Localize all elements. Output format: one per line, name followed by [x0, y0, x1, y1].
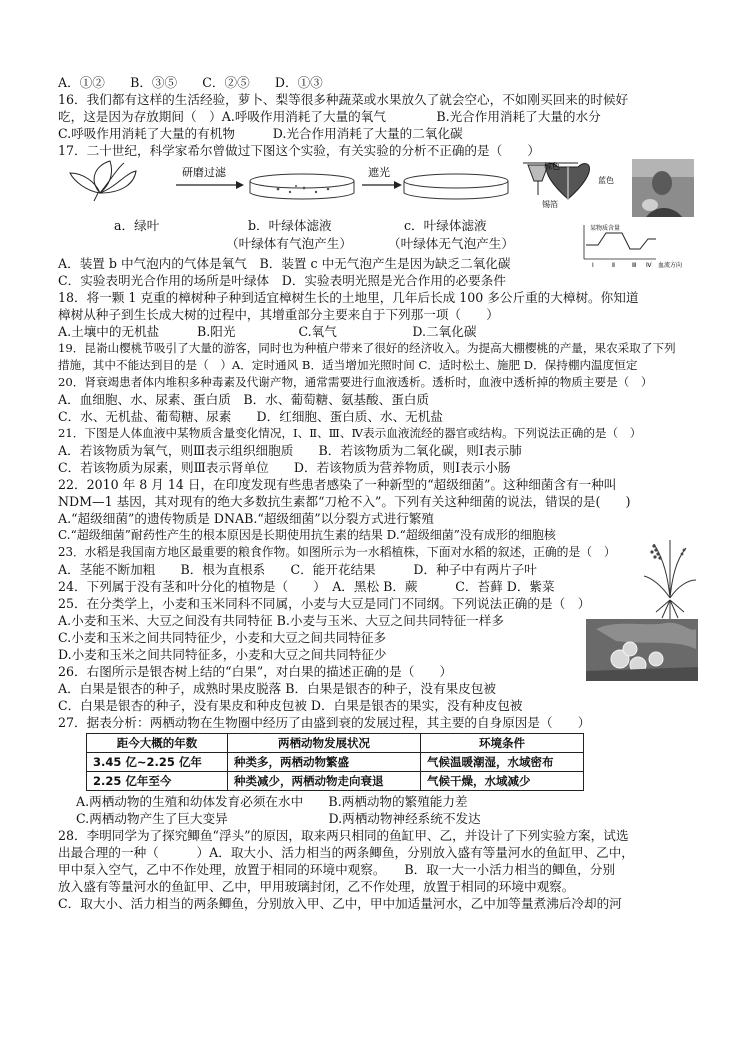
- table-row: [87, 753, 584, 772]
- leaf-icon: [70, 161, 136, 201]
- q23-block: [58, 544, 698, 578]
- q20-options-ab: A．血细胞、水、尿素、蛋白质 B．水、葡萄糖、氨基酸、蛋白质: [58, 392, 429, 407]
- q26-stem: 26．右图所示是银杏树上结的“白果”，对白果的描述正确的是（ ）: [58, 664, 453, 679]
- caption-c-note: （叶绿体无气泡产生）: [388, 236, 514, 251]
- amphibian-table: [86, 733, 584, 791]
- q25-option-d: D.小麦和玉米之间共同特征多，小麦和大豆之间共同特征少: [58, 647, 387, 662]
- q25-options-ab: A.小麦和玉米、大豆之间没有共同特征 B.小麦与玉米、大豆之间共同特征一样多: [58, 613, 504, 628]
- chart-ylabel: 某物质含量: [590, 225, 621, 232]
- exam-page: [58, 74, 698, 912]
- q24: 24．下列属于没有茎和叶分化的植物是（ ） A．黑松 B．蕨 C．苔藓 D．紫菜: [58, 579, 555, 594]
- table-header-cell: 两栖动物发展状况: [228, 734, 421, 753]
- caption-b-note: （叶绿体有气泡产生）: [226, 236, 352, 251]
- q25-26-block: [58, 595, 698, 680]
- q19-stem: 19．昆嵛山樱桃节吸引了大量的游客，同时也为种植户带来了很好的经济收入。为提高大棚樱桃的产量，果农采取了下列: [58, 341, 676, 355]
- q20-options-cd: C．水、无机盐、葡萄糖、尿素 D．红细胞、蛋白质、水、无机盐: [58, 409, 443, 424]
- q27-stem: 27．据表分析：两栖动物在生物圈中经历了由盛到衰的发展过程，其主要的自身原因是（ ）: [58, 715, 591, 730]
- q17-options-cd: C．实验表明光合作用的场所是叶绿体 D．实验表明光照是光合作用的必要条件: [58, 273, 506, 288]
- chart-tick-2: Ⅱ: [612, 262, 615, 269]
- table-cell: 种类多，两栖动物繁盛: [228, 753, 421, 772]
- q21-options-cd: C．若该物质为尿素，则Ⅲ表示肾单位 D．若该物质为营养物质，则Ⅰ表示小肠: [58, 460, 511, 475]
- q18-options: A.土壤中的无机盐 B.阳光 C.氧气 D.二氧化碳: [58, 324, 477, 339]
- q28-option-a: 出最合理的一种（ ）A．取大小、活力相当的两条鲫鱼，分别放入盛有等量河水的鱼缸甲、乙中，: [58, 845, 634, 860]
- heart-label-right: 蓝色: [598, 176, 614, 185]
- q23-stem: 23．水稻是我国南方地区最重要的粮食作物。如图所示为一水稻植株，下面对水稻的叙述，正确的是（ ）: [58, 545, 616, 559]
- q27-options-cd: C.两栖动物产生了巨大变异 D.两栖动物神经系统不发达: [76, 811, 481, 826]
- table-row: [87, 772, 584, 791]
- petri-dish-b-icon: [250, 174, 354, 199]
- q16-options: C.呼吸作用消耗了大量的有机物 D.光合作用消耗了大量的二氧化碳: [58, 126, 463, 141]
- caption-c: c．叶绿体滤液: [404, 218, 487, 233]
- q27-options-ab: A.两栖动物的生殖和幼体发育必须在水中 B.两栖动物的繁殖能力差: [76, 794, 468, 809]
- heart-label-left: 棕色: [544, 162, 560, 171]
- hill-experiment-diagram: [58, 159, 698, 217]
- chart-tick-1: Ⅰ: [592, 262, 594, 269]
- petri-dish-c-icon: [404, 174, 508, 199]
- chart-xlabel: 血流方向: [658, 262, 683, 269]
- table-header-row: [87, 734, 584, 753]
- q17-stem: 17．二十世纪，科学家希尔曾做过下图这个实验，有关实验的分析不正确的是（ ）: [58, 143, 540, 158]
- q22-stem: 22．2010 年 8 月 14 日，在印度发现有些患者感染了一种新型的“超级细菌”。这种细菌含有一种叫: [58, 477, 617, 492]
- q25-stem: 25．在分类学上，小麦和玉米同科不同属，小麦与大豆是同门不同纲。下列说法正确的是（ ）: [58, 596, 591, 611]
- q21-options-ab: A．若该物质为氧气，则Ⅲ表示组织细胞质 B．若该物质为二氧化碳，则Ⅰ表示肺: [58, 443, 522, 458]
- heart-label-bottom: 锡箔: [542, 200, 558, 209]
- q28-stem: 28．李明同学为了探究鲫鱼“浮头”的原因，取来两只相同的鱼缸甲、乙，并设计了下列实验方案，试选: [58, 828, 629, 843]
- caption-a: a．绿叶: [114, 218, 160, 233]
- q17-options-ab: A．装置 b 中气泡内的气体是氧气 B．装置 c 中无气泡产生是因为缺乏二氧化碳: [58, 256, 511, 271]
- q25-option-c: C.小麦和玉米之间共同特征少，小麦和大豆之间共同特征多: [58, 630, 387, 645]
- q18-stem-cont: 樟树从种子到生长成大树的过程中，其增重部分主要来自于下列那一项（ ）: [58, 307, 499, 322]
- q15-options: A．①② B．③⑤ C．②⑤ D．①③: [58, 75, 323, 90]
- table-cell: 种类减少，两栖动物走向衰退: [228, 772, 421, 791]
- q19-options: 措施，其中不能达到目的是（ ）A．定时通风 B．适当增加光照时间 C．适时松土、施肥 D．保持棚内温度恒定: [58, 358, 638, 372]
- q22-options-ab: A.“超级细菌”的遗传物质是 DNAB.“超级细菌”以分裂方式进行繁殖: [58, 511, 434, 526]
- table-header-cell: 环境条件: [421, 734, 584, 753]
- q21-line-chart: [578, 223, 698, 271]
- q28-option-b-cont: 放入盛有等量河水的鱼缸甲、乙中，甲用玻璃封闭，乙不作处理，放置于相同的环境中观察。: [58, 879, 575, 894]
- table-cell: 3.45 亿~2.25 亿年: [87, 753, 228, 772]
- q18-stem: 18．将一颗 1 克重的樟树种子种到适宜樟树生长的土地里，几年后长成 100 多公斤重的大樟树。你知道: [58, 290, 639, 305]
- q16-stem-cont: 吃，这是因为存放期间（ ）A.呼吸作用消耗了大量的氧气 B.光合作用消耗了大量的水分: [58, 109, 601, 124]
- q23-options: A．茎能不断加粗 B．根为直根系 C．能开花结果 D．种子中有两片子叶: [58, 562, 537, 577]
- bubbles-icon: [277, 185, 330, 193]
- ginkgo-fruit-photo: [586, 619, 698, 681]
- q28-option-a-cont: 甲中泵入空气，乙中不作处理，放置于相同的环境中观察。 B．取一大一小活力相当的鲫鱼，分别: [58, 862, 616, 877]
- q26-options-cd: C．白果是银杏的种子，没有果皮和种皮包被 D．白果是银杏的果实，没有种皮包被: [58, 698, 523, 713]
- table-cell: 气候干燥，水域减少: [421, 772, 584, 791]
- caption-b: b．叶绿体滤液: [248, 218, 332, 233]
- q21-stem: 21．下图是人体血液中某物质含量变化情况，Ⅰ、Ⅱ、Ⅲ、Ⅳ表示血液流经的器官或结构。下列说法正确的是（ ）: [58, 426, 642, 440]
- q22-options-cd: C.“超级细菌”耐药性产生的根本原因是长期使用抗生素的结果 D.“超级细菌”没有成形的细胞核: [58, 528, 556, 542]
- chart-tick-4: Ⅳ: [646, 262, 652, 269]
- q16-stem: 16．我们都有这样的生活经验，萝卜、梨等很多种蔬菜或水果放久了就会空心，不如刚买回来的时候好: [58, 92, 629, 107]
- scientist-photo: [632, 159, 694, 217]
- table-cell: 气候温暖潮湿，水域密布: [421, 753, 584, 772]
- q20-stem: 20．肾衰竭患者体内堆积多种毒素及代谢产物，通常需要进行血液透析。透析时，血液中透析掉的物质主要是（ ）: [58, 375, 653, 389]
- arrow2-label: 遮光: [368, 166, 390, 179]
- q28-option-c: C．取大小、活力相当的两条鲫鱼，分别放入甲、乙中，甲中加适量河水，乙中加等量煮沸后冷却的河: [58, 896, 622, 911]
- table-cell: 2.25 亿年至今: [87, 772, 228, 791]
- arrow1-label: 研磨过滤: [182, 166, 226, 179]
- q26-options-ab: A．白果是银杏的种子，成熟时果皮脱落 B．白果是银杏的种子，没有果皮包被: [58, 681, 496, 696]
- table-header-cell: 距今大概的年数: [87, 734, 228, 753]
- chart-tick-3: Ⅲ: [632, 262, 637, 269]
- q22-stem-cont: NDM—1 基因，其对现有的绝大多数抗生素都“刀枪不入”。下列有关这种细菌的说法，错误的是( ): [58, 494, 631, 509]
